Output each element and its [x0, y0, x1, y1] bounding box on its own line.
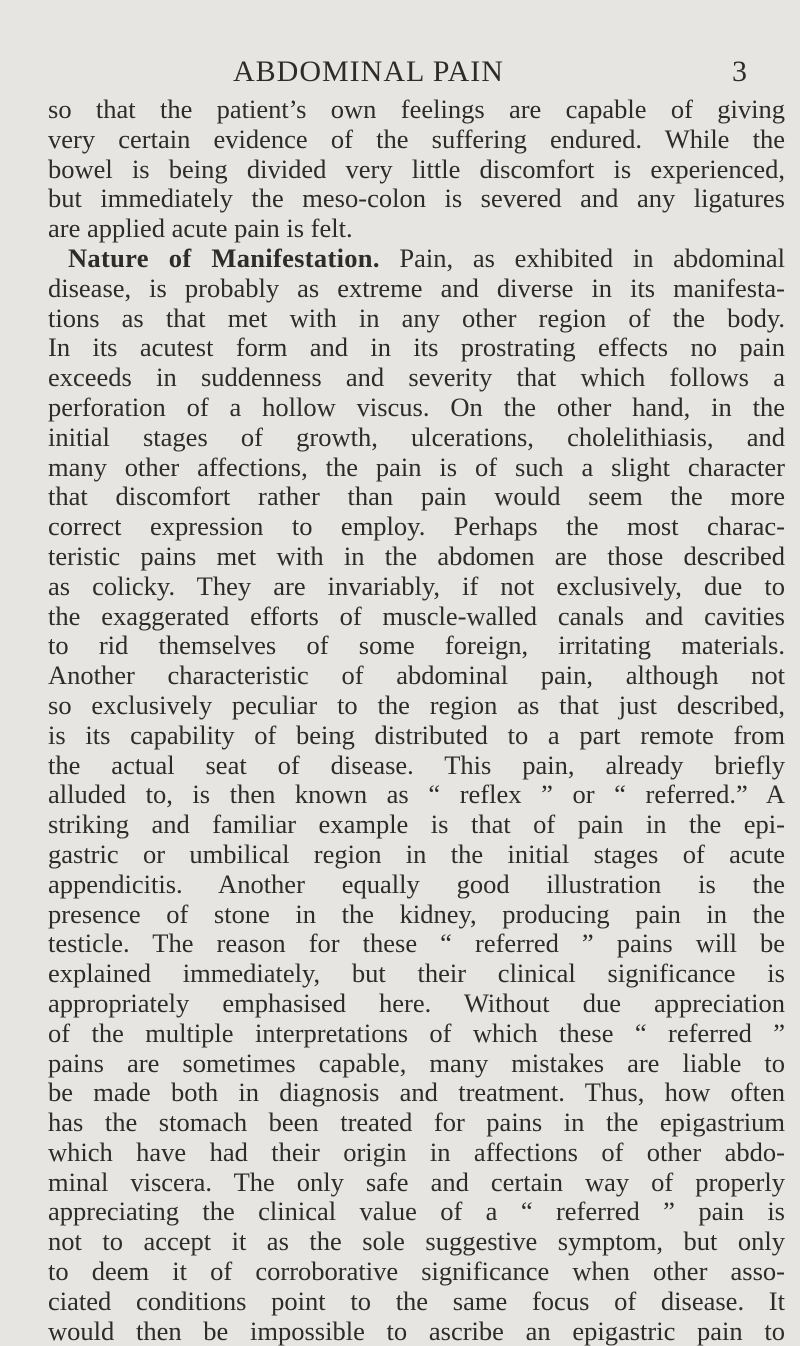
running-head — [60, 52, 800, 92]
text-line: as colicky. They are invariably, if not exclusively, due to — [48, 571, 785, 601]
section-heading: Nature of Manifestation. — [68, 243, 380, 273]
text-line: tions as that met with in any other region of the body. — [48, 303, 785, 333]
text-line: the exaggerated efforts of muscle-walled canals and cavities — [48, 601, 785, 631]
text-line: to deem it of corroborative significance when other asso- — [48, 1257, 785, 1287]
text-line: many other affections, the pain is of such a slight character — [48, 452, 785, 482]
text-line: bowel is being divided very little discomfort is experienced, — [48, 154, 785, 184]
text-line: gastric or umbilical region in the initial stages of acute — [48, 839, 785, 869]
text-line: ciated conditions point to the same focus of disease. It — [48, 1286, 785, 1316]
text-line: testicle. The reason for these “ referred ” pains will be — [48, 929, 785, 959]
text-line: that discomfort rather than pain would seem the more — [48, 482, 785, 512]
text-line: alluded to, is then known as “ reflex ” or “ referred.” A — [48, 780, 785, 810]
text-line: which have had their origin in affections of other abdo- — [48, 1137, 785, 1167]
text-line: striking and familiar example is that of pain in the epi- — [48, 810, 785, 840]
text-line: disease, is probably as extreme and diverse in its manifesta- — [48, 273, 785, 303]
text-line: has the stomach been treated for pains in the epigastrium — [48, 1108, 785, 1138]
text-line: appendicitis. Another equally good illustration is the — [48, 869, 785, 899]
section-first-line — [48, 244, 785, 274]
text-line: minal viscera. The only safe and certain way of properly — [48, 1167, 785, 1197]
running-title: ABDOMINAL PAIN — [233, 55, 504, 88]
text-line: the actual seat of disease. This pain, already briefly — [48, 750, 785, 780]
text-line: pains are sometimes capable, many mistakes are liable to — [48, 1048, 785, 1078]
text-line: would then be impossible to ascribe an epigastric pain to — [48, 1316, 785, 1346]
text-line: Another characteristic of abdominal pain, although not — [48, 661, 785, 691]
text-line: exceeds in suddenness and severity that which follows a — [48, 363, 785, 393]
text-line: are applied acute pain is felt. — [48, 214, 353, 244]
text-line: is its capability of being distributed to a part remote from — [48, 720, 785, 750]
text-line: so exclusively peculiar to the region as that just described, — [48, 690, 785, 720]
text-line: initial stages of growth, ulcerations, cholelithiasis, and — [48, 422, 785, 452]
section-first-line-text: Pain, as exhibited in abdominal — [399, 243, 785, 273]
text-line: to rid themselves of some foreign, irritating materials. — [48, 631, 785, 661]
text-line: perforation of a hollow viscus. On the other hand, in the — [48, 392, 785, 422]
text-line: correct expression to employ. Perhaps the most charac- — [48, 512, 785, 542]
text-line: appropriately emphasised here. Without due appreciation — [48, 988, 785, 1018]
text-line: be made both in diagnosis and treatment. Thus, how often — [48, 1078, 785, 1108]
text-line: appreciating the clinical value of a “ referred ” pain is — [48, 1197, 785, 1227]
text-line: so that the patient’s own feelings are capable of giving — [48, 95, 785, 124]
text-line: teristic pains met with in the abdomen are those described — [48, 541, 785, 571]
text-line: but immediately the meso-colon is severed and any ligatures — [48, 184, 785, 214]
text-line: of the multiple interpretations of which these “ referred ” — [48, 1018, 785, 1048]
page-number: 3 — [732, 55, 747, 88]
text-line: very certain evidence of the suffering endured. While the — [48, 124, 785, 154]
body-text — [48, 95, 785, 1346]
text-line: not to accept it as the sole suggestive symptom, but only — [48, 1227, 785, 1257]
text-line: presence of stone in the kidney, producing pain in the — [48, 899, 785, 929]
text-line: In its acutest form and in its prostrating effects no pain — [48, 333, 785, 363]
text-line: explained immediately, but their clinical significance is — [48, 959, 785, 989]
